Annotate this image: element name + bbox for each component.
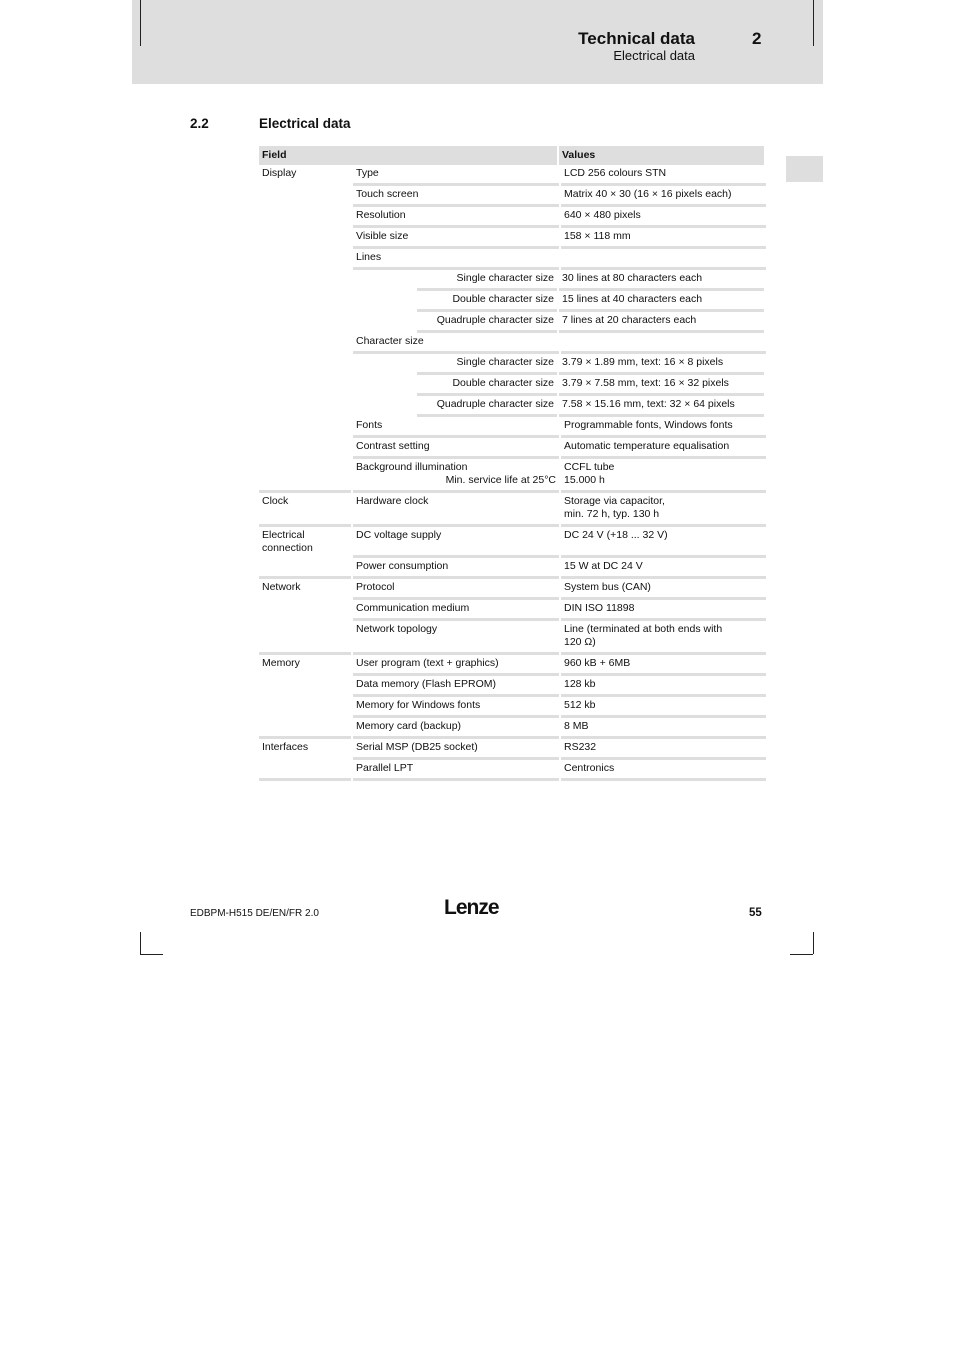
table-row [259,600,766,621]
field-cell [353,459,559,493]
group-label: Clock [262,495,289,507]
field-label: Resolution [356,209,406,221]
crop-mark-bottom-right-h [790,954,813,955]
table-row [259,249,766,270]
value-text: RS232 [564,741,597,753]
table-row [259,493,766,527]
value-cell [561,438,766,459]
footer-doc-id: EDBPM-H515 DE/EN/FR 2.0 [190,908,319,919]
field-cell: Double character size [417,375,557,396]
field-label: Touch screen [356,188,419,200]
chapter-side-tab [786,156,823,182]
field-cell [353,655,559,676]
field-label: Network topology [356,623,438,635]
group-cell [259,600,351,621]
group-cell [259,375,351,396]
field-cell [353,676,559,697]
section-number: 2.2 [190,116,209,131]
field-cell [353,165,559,186]
value-text: System bus (CAN) [564,581,651,593]
group-cell [259,333,351,354]
group-cell [259,739,351,760]
value-cell [561,207,766,228]
group-cell [259,165,351,186]
crop-mark-bottom-left-h [140,954,163,955]
value-cell [561,333,766,354]
value-cell [559,270,764,291]
field-label: User program (text + graphics) [356,657,499,669]
value-text: DC 24 V (+18 ... 32 V) [564,529,668,541]
value-text: 640 × 480 pixels [564,209,641,221]
field-cell [353,417,559,438]
value-text: 15 W at DC 24 V [564,560,643,572]
value-text: Storage via capacitor, [564,495,665,507]
crop-mark-bottom-left [140,932,141,954]
header-band [132,0,823,84]
value-text: Programmable fonts, Windows fonts [564,419,733,431]
table-row [259,739,766,760]
group-cell [259,438,351,459]
table-row [259,697,766,718]
group-cell [259,270,351,291]
field-cell [353,186,559,207]
group-cell [259,579,351,600]
group-cell [259,249,351,270]
table-row [259,186,766,207]
header-values: Values [559,146,764,165]
field-cell [353,739,559,760]
group-cell [259,207,351,228]
value-cell [561,417,766,438]
field-label-line2: Min. service life at 25°C [445,474,556,486]
group-cell [259,459,351,493]
field-label: Type [356,167,379,179]
field-label: Character size [356,335,424,347]
field-label: Data memory (Flash EPROM) [356,678,497,690]
value-cell [561,676,766,697]
table-row [259,270,766,291]
header-subtitle: Electrical data [613,48,695,63]
chapter-number: 2 [752,29,762,48]
table-row [259,333,766,354]
table-row [259,527,766,558]
group-label: Memory [262,657,300,669]
header-title: Technical data [578,29,695,48]
field-cell [353,333,559,354]
field-cell [353,493,559,527]
field-cell: Double character size [417,291,557,312]
page-number: 55 [749,907,762,919]
crop-mark-top-left [140,0,141,46]
field-label: Power consumption [356,560,449,572]
value-text: 3.79 × 1.89 mm, text: 16 × 8 pixels [562,356,724,368]
value-text: 15 lines at 40 characters each [562,293,703,305]
field-cell: Quadruple character size [417,396,557,417]
table-row [259,438,766,459]
group-label-line2: connection [262,542,313,554]
group-cell [259,655,351,676]
value-cell [561,228,766,249]
table-row [259,558,766,579]
value-text: CCFL tube [564,461,615,473]
table-row [259,165,766,186]
value-cell [561,165,766,186]
group-cell [259,760,351,781]
group-cell [259,621,351,655]
value-cell [561,655,766,676]
field-label: Communication medium [356,602,470,614]
field-label: Hardware clock [356,495,429,507]
value-cell [561,459,766,493]
value-cell [561,697,766,718]
field-cell: Single character size [417,354,557,375]
value-cell [561,527,766,558]
table-row [259,459,766,493]
field-cell [353,228,559,249]
table-row [259,676,766,697]
value-text: 8 MB [564,720,589,732]
value-text: Line (terminated at both ends with [564,623,723,635]
group-cell [259,493,351,527]
group-label: Network [262,581,301,593]
value-cell [559,354,764,375]
field-label: Background illumination [356,461,468,473]
value-cell [561,739,766,760]
table-row [259,760,766,781]
group-label: Interfaces [262,741,309,753]
value-text: DIN ISO 11898 [564,602,635,614]
table-row [259,417,766,438]
value-text-line2: 120 Ω) [564,636,596,648]
value-text-line2: min. 72 h, typ. 130 h [564,508,660,520]
field-label: Protocol [356,581,395,593]
value-text: 7 lines at 20 characters each [562,314,697,326]
field-cell [353,718,559,739]
group-cell [259,718,351,739]
table-row [259,291,766,312]
value-text: 960 kB + 6MB [564,657,631,669]
field-label: Parallel LPT [356,762,414,774]
table-header-row [259,146,766,165]
value-text-line2: 15.000 h [564,474,605,486]
field-cell: Quadruple character size [417,312,557,333]
field-cell [353,600,559,621]
group-cell [259,697,351,718]
value-cell [561,600,766,621]
field-cell [353,438,559,459]
value-cell [561,493,766,527]
value-cell [561,186,766,207]
value-cell [561,579,766,600]
field-cell [353,558,559,579]
group-label: Electrical [262,529,305,541]
table-body [259,165,766,781]
value-cell [559,375,764,396]
value-cell [559,312,764,333]
table-row [259,396,766,417]
lenze-logo: Lenze [444,896,499,919]
group-cell [259,396,351,417]
field-cell [353,207,559,228]
group-cell [259,354,351,375]
value-cell [561,249,766,270]
group-cell [259,558,351,579]
value-cell [561,621,766,655]
electrical-data-table [259,146,766,781]
value-cell [561,718,766,739]
value-cell [561,558,766,579]
table-row [259,354,766,375]
field-cell [353,760,559,781]
value-text: Matrix 40 × 30 (16 × 16 pixels each) [564,188,732,200]
value-text: 158 × 118 mm [564,230,631,242]
table-row [259,228,766,249]
field-label: DC voltage supply [356,529,442,541]
field-label: Memory for Windows fonts [356,699,481,711]
header-field: Field [259,146,557,165]
table-row [259,621,766,655]
value-text: 30 lines at 80 characters each [562,272,703,284]
table-row [259,579,766,600]
field-label: Contrast setting [356,440,430,452]
table-row [259,718,766,739]
value-text: 7.58 × 15.16 mm, text: 32 × 64 pixels [562,398,735,410]
field-cell [353,621,559,655]
field-label: Fonts [356,419,383,431]
field-label: Lines [356,251,382,263]
group-label: Display [262,167,297,179]
value-text: 3.79 × 7.58 mm, text: 16 × 32 pixels [562,377,729,389]
value-text: LCD 256 colours STN [564,167,667,179]
crop-mark-top-right [813,0,814,46]
value-text: 512 kb [564,699,596,711]
table-row [259,655,766,676]
section-title: Electrical data [259,116,351,131]
field-cell [353,249,559,270]
group-cell [259,291,351,312]
value-text: Automatic temperature equalisation [564,440,730,452]
table-row [259,312,766,333]
group-cell [259,676,351,697]
group-cell [259,228,351,249]
field-label: Visible size [356,230,409,242]
value-cell [559,396,764,417]
group-cell [259,312,351,333]
group-cell [259,186,351,207]
field-cell: Single character size [417,270,557,291]
field-label: Memory card (backup) [356,720,462,732]
table-row [259,375,766,396]
crop-mark-bottom-right [813,932,814,954]
group-cell [259,527,351,558]
value-cell [561,760,766,781]
field-cell [353,527,559,558]
field-cell [353,579,559,600]
table-row [259,207,766,228]
value-text: Centronics [564,762,615,774]
value-text: 128 kb [564,678,596,690]
group-cell [259,417,351,438]
field-cell [353,697,559,718]
value-cell [559,291,764,312]
field-label: Serial MSP (DB25 socket) [356,741,478,753]
